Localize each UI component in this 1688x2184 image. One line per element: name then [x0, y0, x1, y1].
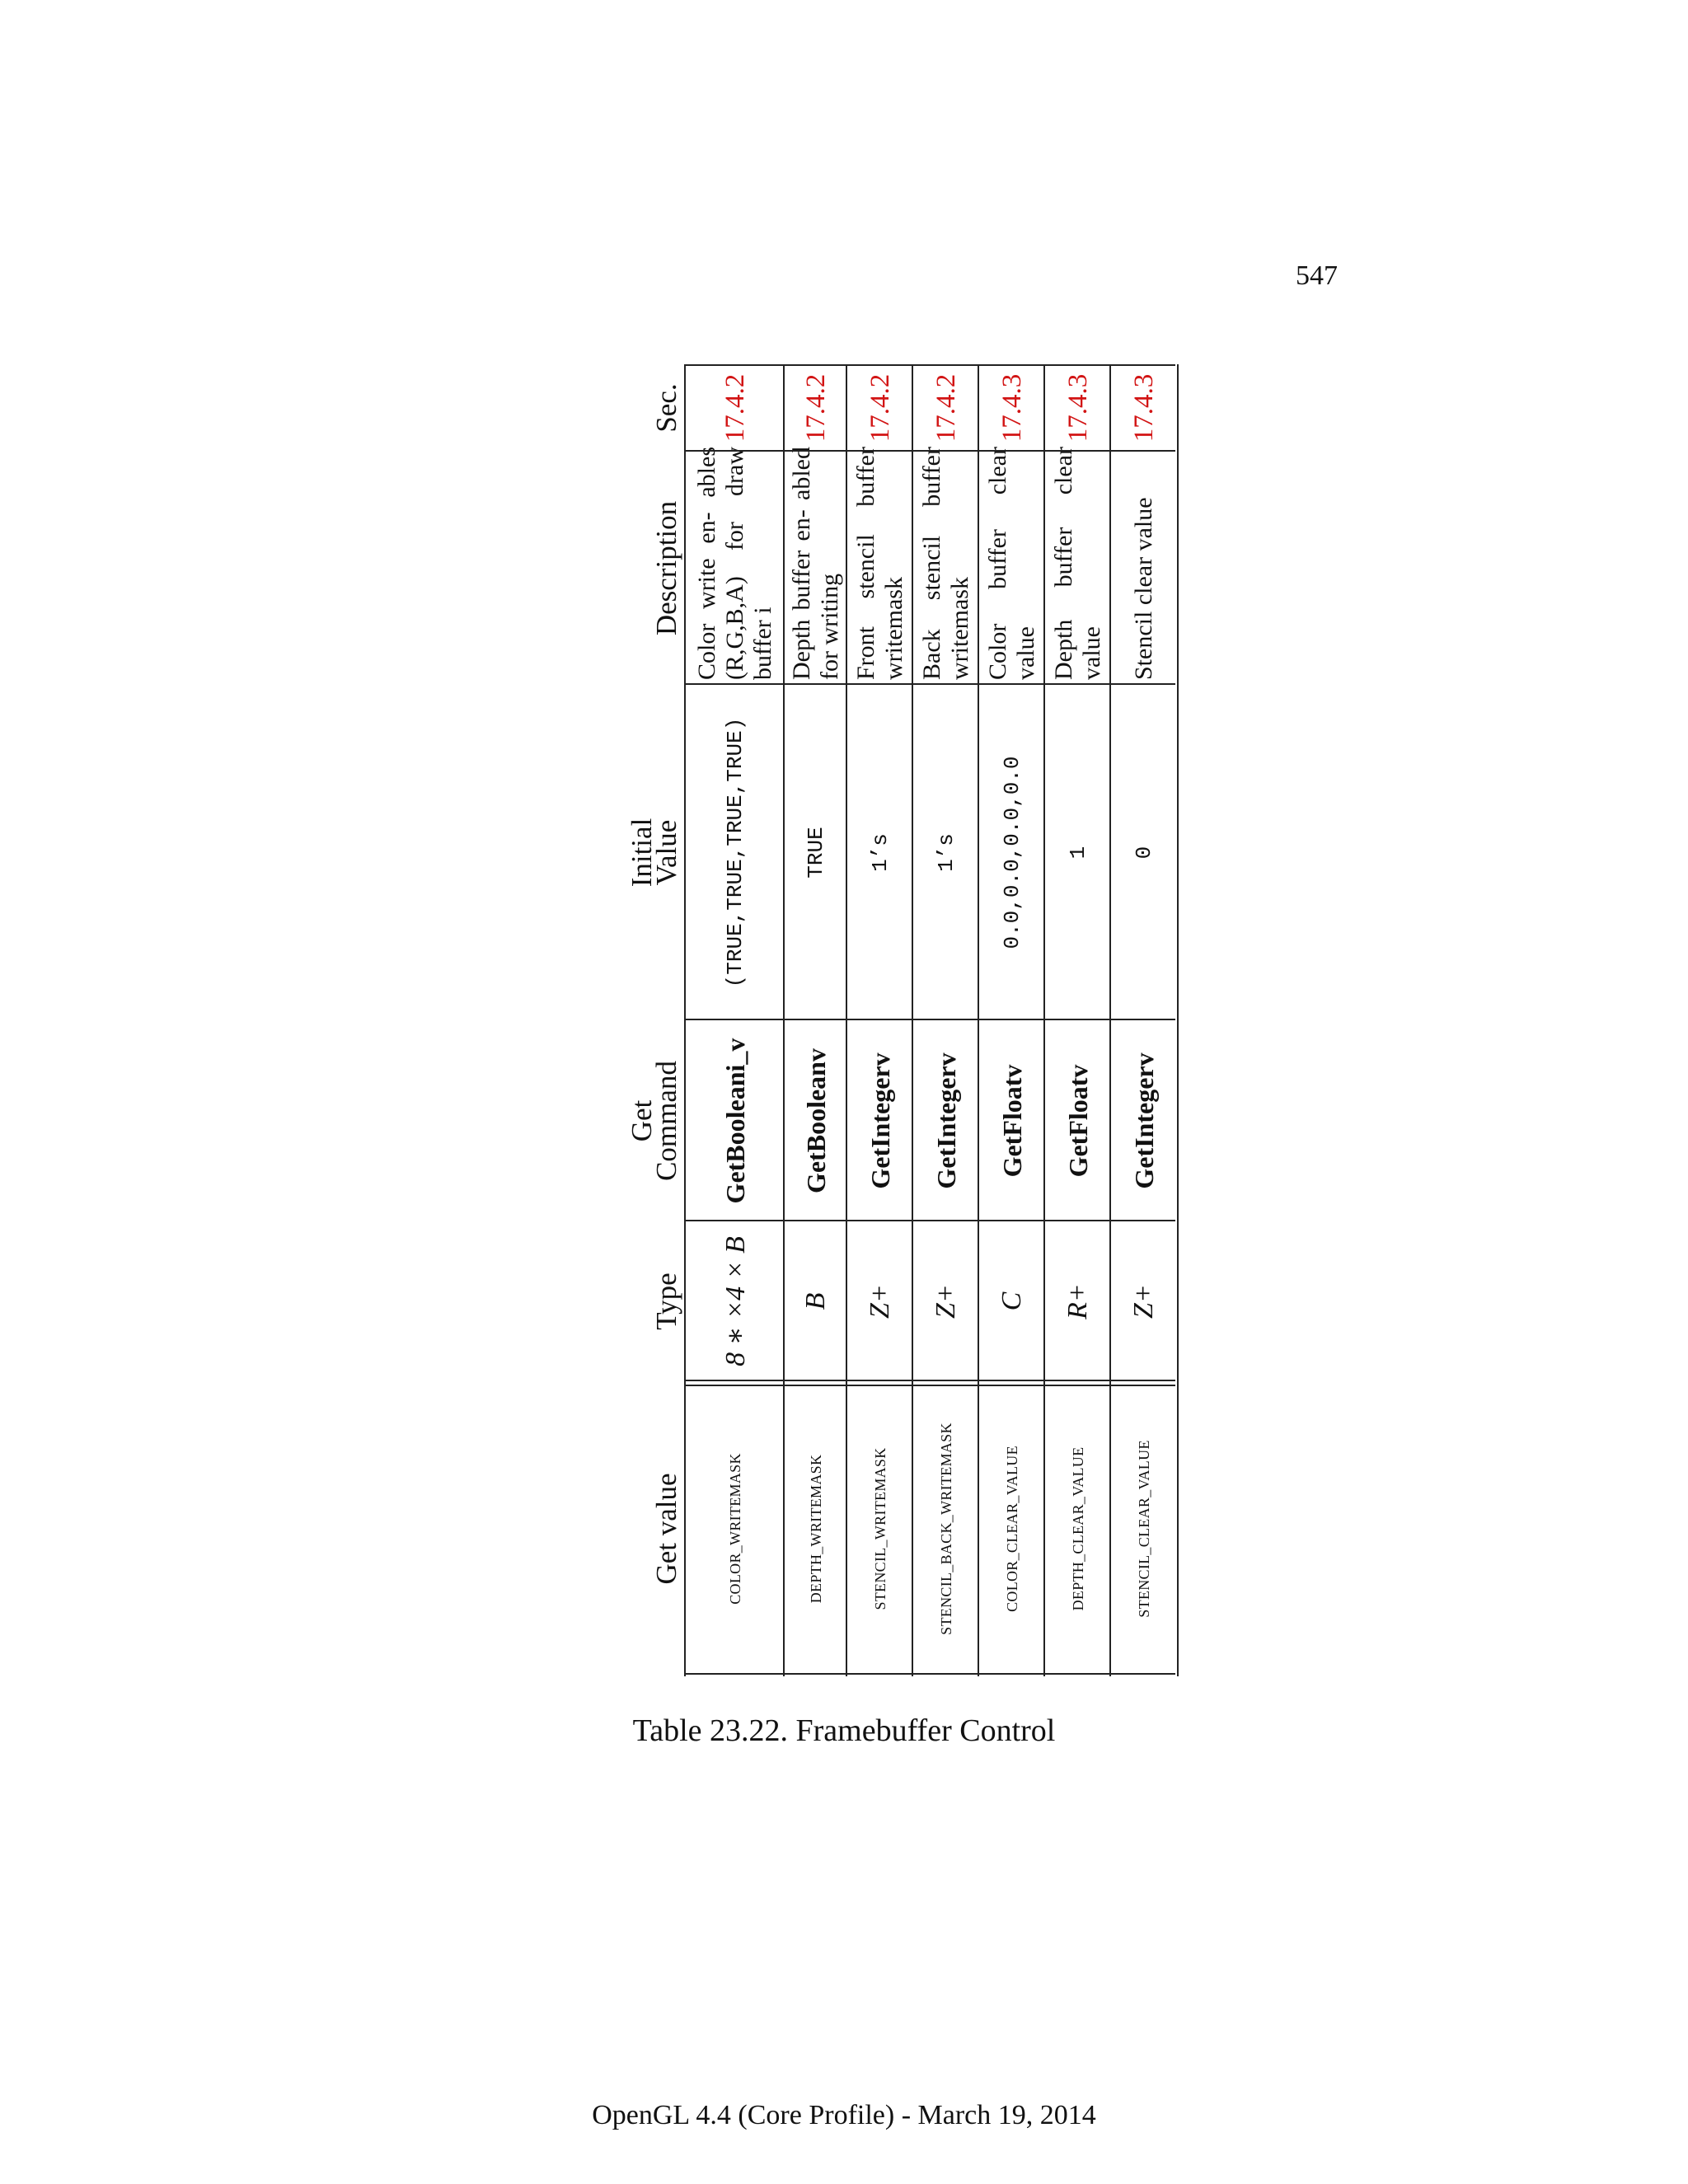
table-row: [1043, 364, 1111, 1676]
cell-get-value: STENCIL_CLEAR_VALUE: [1135, 1440, 1152, 1618]
header-get-command-line1: Get: [626, 1099, 658, 1142]
header-get-command: [626, 1020, 682, 1221]
table-row: [846, 364, 913, 1676]
table-rule: [684, 683, 1175, 685]
cell-get-command: GetIntegerv: [865, 1052, 895, 1189]
header-description: Description: [650, 500, 682, 636]
table-row: [978, 364, 1045, 1676]
cell-get-value: DEPTH_CLEAR_VALUE: [1069, 1446, 1086, 1611]
cell-initial-value: 0.0,0.0,0.0,0.0: [1000, 756, 1025, 949]
header-initial-value: [626, 685, 682, 1020]
table-row: [783, 364, 847, 1676]
cell-description: Stencil clear value: [1130, 497, 1157, 680]
cell-description: Front stencil buffer writemask: [852, 447, 907, 680]
table-rule: [684, 1220, 1175, 1221]
table-rule: [684, 1385, 1175, 1386]
header-get-command-line2: Command: [650, 1061, 682, 1181]
cell-type: R+: [1062, 1283, 1093, 1319]
cell-type: Z+: [865, 1284, 895, 1319]
cell-get-value: COLOR_CLEAR_VALUE: [1003, 1446, 1020, 1612]
cell-initial-value: TRUE: [804, 827, 828, 879]
cell-type: 8 ∗ ×4 × B: [720, 1236, 751, 1366]
header-sec: Sec.: [650, 383, 682, 433]
cell-get-value: STENCIL_BACK_WRITEMASK: [937, 1422, 954, 1635]
cell-get-command: GetBooleanv: [800, 1048, 831, 1193]
cell-description: Color buffer clear value: [984, 447, 1039, 680]
cell-initial-value: 1’s: [934, 833, 959, 872]
cell-get-command: GetFloatv: [996, 1064, 1027, 1178]
cell-get-value: COLOR_WRITEMASK: [726, 1453, 743, 1605]
cell-get-command: GetBooleani_v: [720, 1038, 750, 1204]
cell-description: Back stencil buffer writemask: [918, 447, 973, 680]
cell-get-command: GetIntegerv: [931, 1052, 961, 1189]
cell-get-value: DEPTH_WRITEMASK: [807, 1454, 824, 1604]
header-initial-value-line1: Initial: [626, 818, 658, 888]
cell-section[interactable]: 17.4.2: [865, 373, 895, 443]
page-footer: OpenGL 4.4 (Core Profile) - March 19, 2014: [592, 2100, 1096, 2130]
table-rule: [684, 1673, 1175, 1675]
header-type: Type: [650, 1272, 682, 1330]
header-initial-value-line2: Value: [650, 819, 682, 886]
table-rule: [684, 364, 1175, 366]
table-row: [1109, 364, 1179, 1676]
cell-section[interactable]: 17.4.3: [1128, 373, 1159, 443]
table-rule: [684, 1380, 1175, 1381]
cell-description: Depth buffer clear value: [1050, 447, 1105, 680]
cell-section[interactable]: 17.4.3: [996, 373, 1027, 443]
cell-get-command: GetIntegerv: [1128, 1052, 1159, 1189]
table-rule: [684, 1019, 1175, 1020]
header-get-value: Get value: [650, 1473, 682, 1585]
table-caption: Table 23.22. Framebuffer Control: [632, 1713, 1056, 1748]
cell-initial-value: 1: [1066, 846, 1090, 860]
cell-get-value: STENCIL_WRITEMASK: [871, 1447, 889, 1610]
cell-initial-value: 0: [1132, 846, 1156, 860]
cell-section[interactable]: 17.4.2: [931, 373, 961, 443]
cell-type: B: [800, 1292, 831, 1310]
table-row: [684, 364, 785, 1676]
table-row: [912, 364, 979, 1676]
cell-type: Z+: [1128, 1284, 1159, 1319]
table-rule: [684, 450, 1175, 452]
cell-type: C: [996, 1291, 1027, 1311]
framebuffer-control-table: [622, 364, 1159, 1676]
cell-get-command: GetFloatv: [1062, 1064, 1093, 1178]
cell-description: Depth buffer en- abled for writing: [788, 447, 843, 680]
cell-type: Z+: [931, 1284, 961, 1319]
cell-section[interactable]: 17.4.3: [1062, 373, 1093, 443]
cell-initial-value: 1’s: [868, 833, 893, 872]
page-number: 547: [1296, 260, 1338, 291]
cell-section[interactable]: 17.4.2: [720, 373, 750, 443]
cell-description: Color write en- ables (R,G,B,A) for draw buffer i: [693, 447, 776, 680]
cell-section[interactable]: 17.4.2: [800, 373, 831, 443]
cell-initial-value: (TRUE,TRUE,TRUE,TRUE): [723, 717, 748, 988]
table-header: [622, 364, 684, 1676]
